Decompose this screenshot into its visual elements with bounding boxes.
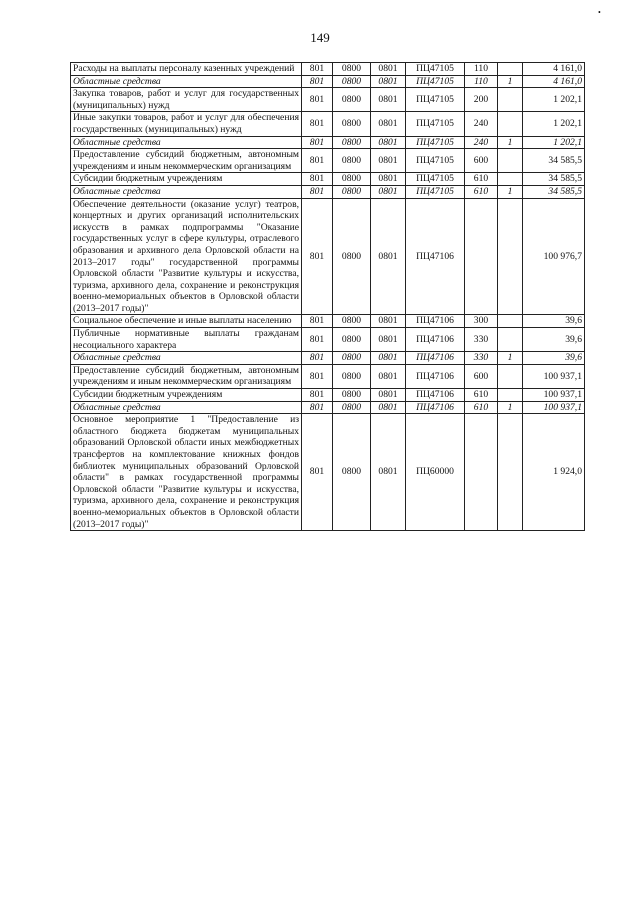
row-name-cell: Предоставление субсидий бюджетным, автономным учреждениям и иным некоммерческим организациям [71, 364, 302, 388]
funding-source-cell [498, 389, 523, 402]
table-row [71, 112, 585, 136]
row-name-cell: Закупка товаров, работ и услуг для государственных (муниципальных) нужд [71, 88, 302, 112]
table-row [71, 149, 585, 173]
row-name-cell: Областные средства [71, 185, 302, 198]
funding-source-cell: 1 [498, 185, 523, 198]
row-name-cell: Областные средства [71, 136, 302, 149]
amount-cell: 34 585,5 [523, 149, 585, 173]
subsection-code-cell: 0801 [371, 315, 406, 328]
funding-source-cell [498, 88, 523, 112]
target-article-cell: ПЦ47105 [406, 112, 465, 136]
table-row [71, 63, 585, 76]
subsection-code-cell: 0801 [371, 198, 406, 315]
target-article-cell: ПЦ47105 [406, 136, 465, 149]
ved-code-cell: 801 [302, 63, 333, 76]
table-row-regional-funds [71, 352, 585, 365]
budget-table-body [71, 63, 585, 531]
row-name-cell: Субсидии бюджетным учреждениям [71, 173, 302, 186]
row-name-cell: Субсидии бюджетным учреждениям [71, 389, 302, 402]
section-code-cell: 0800 [333, 185, 371, 198]
expense-type-cell: 610 [465, 173, 498, 186]
ved-code-cell: 801 [302, 173, 333, 186]
funding-source-cell [498, 112, 523, 136]
amount-cell: 1 924,0 [523, 414, 585, 531]
ved-code-cell: 801 [302, 401, 333, 414]
table-row [71, 88, 585, 112]
target-article-cell: ПЦ47106 [406, 198, 465, 315]
amount-cell: 39,6 [523, 315, 585, 328]
amount-cell: 34 585,5 [523, 173, 585, 186]
section-code-cell: 0800 [333, 364, 371, 388]
ved-code-cell: 801 [302, 414, 333, 531]
target-article-cell: ПЦ47105 [406, 185, 465, 198]
expense-type-cell: 300 [465, 315, 498, 328]
table-row [71, 173, 585, 186]
table-row-regional-funds [71, 75, 585, 88]
subsection-code-cell: 0801 [371, 112, 406, 136]
section-code-cell: 0800 [333, 63, 371, 76]
funding-source-cell [498, 149, 523, 173]
funding-source-cell: 1 [498, 75, 523, 88]
amount-cell: 100 937,1 [523, 364, 585, 388]
amount-cell: 100 937,1 [523, 389, 585, 402]
section-code-cell: 0800 [333, 149, 371, 173]
amount-cell: 39,6 [523, 328, 585, 352]
expense-type-cell: 110 [465, 63, 498, 76]
section-code-cell: 0800 [333, 352, 371, 365]
expense-type-cell: 610 [465, 185, 498, 198]
section-code-cell: 0800 [333, 328, 371, 352]
subsection-code-cell: 0801 [371, 63, 406, 76]
subsection-code-cell: 0801 [371, 414, 406, 531]
funding-source-cell: 1 [498, 352, 523, 365]
corner-mark: • [598, 8, 601, 17]
target-article-cell: ПЦ47106 [406, 328, 465, 352]
amount-cell: 1 202,1 [523, 112, 585, 136]
section-code-cell: 0800 [333, 401, 371, 414]
expense-type-cell: 240 [465, 112, 498, 136]
funding-source-cell: 1 [498, 136, 523, 149]
target-article-cell: ПЦ47106 [406, 401, 465, 414]
row-name-cell: Расходы на выплаты персоналу казенных учреждений [71, 63, 302, 76]
row-name-cell: Иные закупки товаров, работ и услуг для обеспечения государственных (муниципальных) нужд [71, 112, 302, 136]
subsection-code-cell: 0801 [371, 185, 406, 198]
subsection-code-cell: 0801 [371, 136, 406, 149]
amount-cell: 100 937,1 [523, 401, 585, 414]
amount-cell: 100 976,7 [523, 198, 585, 315]
row-name-cell: Публичные нормативные выплаты гражданам несоциального характера [71, 328, 302, 352]
target-article-cell: ПЦ47105 [406, 75, 465, 88]
expense-type-cell: 200 [465, 88, 498, 112]
row-name-cell: Областные средства [71, 75, 302, 88]
row-name-cell: Социальное обеспечение и иные выплаты населению [71, 315, 302, 328]
ved-code-cell: 801 [302, 198, 333, 315]
expense-type-cell: 600 [465, 364, 498, 388]
table-row-regional-funds [71, 136, 585, 149]
target-article-cell: ПЦ47105 [406, 88, 465, 112]
subsection-code-cell: 0801 [371, 389, 406, 402]
section-code-cell: 0800 [333, 315, 371, 328]
subsection-code-cell: 0801 [371, 149, 406, 173]
table-row [71, 414, 585, 531]
table-row [71, 315, 585, 328]
ved-code-cell: 801 [302, 112, 333, 136]
subsection-code-cell: 0801 [371, 328, 406, 352]
target-article-cell: ПЦ47106 [406, 389, 465, 402]
row-name-cell: Областные средства [71, 352, 302, 365]
expense-type-cell: 110 [465, 75, 498, 88]
budget-table [70, 62, 585, 531]
ved-code-cell: 801 [302, 149, 333, 173]
funding-source-cell [498, 315, 523, 328]
ved-code-cell: 801 [302, 328, 333, 352]
target-article-cell: ПЦ47105 [406, 63, 465, 76]
funding-source-cell [498, 173, 523, 186]
amount-cell: 34 585,5 [523, 185, 585, 198]
target-article-cell: ПЦ47105 [406, 149, 465, 173]
row-name-cell: Основное мероприятие 1 "Предоставление из областного бюджета бюджетам муниципальных образований Орловской области иных межбюджетных трансфертов на комплектование книжных фондов библиотек муниципальных образований Орловской области" в рамках государственной программы Орловской области "Развитие культуры и искусства, туризма, архивного дела, сохранение и реконструкция военно-мемориальных объектов в Орловской области (2013–2017 годы)" [71, 414, 302, 531]
ved-code-cell: 801 [302, 75, 333, 88]
ved-code-cell: 801 [302, 352, 333, 365]
ved-code-cell: 801 [302, 88, 333, 112]
page-number: 149 [310, 30, 330, 45]
expense-type-cell: 330 [465, 328, 498, 352]
ved-code-cell: 801 [302, 136, 333, 149]
section-code-cell: 0800 [333, 173, 371, 186]
row-name-cell: Предоставление субсидий бюджетным, автономным учреждениям и иным некоммерческим организациям [71, 149, 302, 173]
target-article-cell: ПЦ47106 [406, 352, 465, 365]
expense-type-cell: 330 [465, 352, 498, 365]
subsection-code-cell: 0801 [371, 75, 406, 88]
section-code-cell: 0800 [333, 75, 371, 88]
amount-cell: 1 202,1 [523, 136, 585, 149]
funding-source-cell [498, 328, 523, 352]
amount-cell: 1 202,1 [523, 88, 585, 112]
expense-type-cell: 240 [465, 136, 498, 149]
section-code-cell: 0800 [333, 136, 371, 149]
subsection-code-cell: 0801 [371, 364, 406, 388]
section-code-cell: 0800 [333, 414, 371, 531]
target-article-cell: ПЦ47105 [406, 173, 465, 186]
ved-code-cell: 801 [302, 389, 333, 402]
expense-type-cell [465, 414, 498, 531]
funding-source-cell [498, 198, 523, 315]
section-code-cell: 0800 [333, 389, 371, 402]
row-name-cell: Областные средства [71, 401, 302, 414]
funding-source-cell [498, 364, 523, 388]
table-row-regional-funds [71, 401, 585, 414]
table-row [71, 328, 585, 352]
amount-cell: 39,6 [523, 352, 585, 365]
target-article-cell: ПЦ47106 [406, 315, 465, 328]
expense-type-cell: 600 [465, 149, 498, 173]
subsection-code-cell: 0801 [371, 88, 406, 112]
expense-type-cell [465, 198, 498, 315]
target-article-cell: ПЦ47106 [406, 364, 465, 388]
ved-code-cell: 801 [302, 315, 333, 328]
section-code-cell: 0800 [333, 198, 371, 315]
amount-cell: 4 161,0 [523, 75, 585, 88]
ved-code-cell: 801 [302, 364, 333, 388]
table-row-regional-funds [71, 185, 585, 198]
expense-type-cell: 610 [465, 389, 498, 402]
subsection-code-cell: 0801 [371, 401, 406, 414]
section-code-cell: 0800 [333, 112, 371, 136]
amount-cell: 4 161,0 [523, 63, 585, 76]
table-row [71, 198, 585, 315]
target-article-cell: ПЦ60000 [406, 414, 465, 531]
row-name-cell: Обеспечение деятельности (оказание услуг) театров, концертных и других организаций исполнительских искусств в рамках подпрограммы "Оказание государственных услуг в сфере культуры, отраслевого образования и архивного дела Орловской области на 2013–2017 годы" государственной программы Орловской области "Развитие культуры и искусства, туризма, архивного дела, сохранение и реконструкция военно-мемориальных объектов в Орловской области (2013–2017 годы)" [71, 198, 302, 315]
subsection-code-cell: 0801 [371, 173, 406, 186]
expense-type-cell: 610 [465, 401, 498, 414]
section-code-cell: 0800 [333, 88, 371, 112]
ved-code-cell: 801 [302, 185, 333, 198]
table-row [71, 364, 585, 388]
funding-source-cell: 1 [498, 401, 523, 414]
funding-source-cell [498, 414, 523, 531]
subsection-code-cell: 0801 [371, 352, 406, 365]
funding-source-cell [498, 63, 523, 76]
table-row [71, 389, 585, 402]
